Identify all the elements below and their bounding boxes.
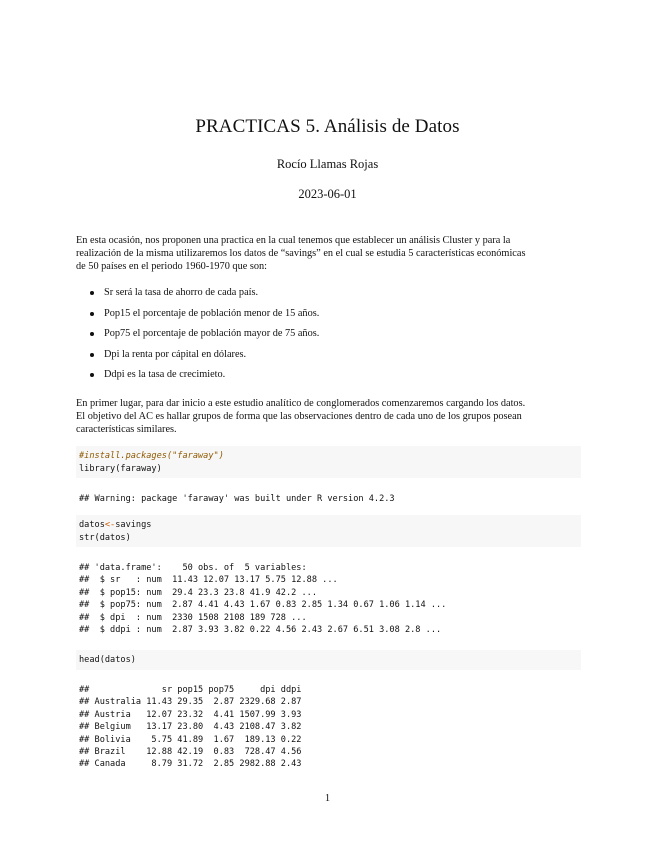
page-number: 1 — [324, 793, 331, 804]
code-block-install — [76, 446, 581, 478]
code-comment: #install.packages("faraway") — [79, 451, 224, 461]
output-line: ## $ sr : num 11.43 12.07 13.17 5.75 12.88 ... — [79, 575, 338, 586]
output-line: ## $ pop15: num 29.4 23.3 23.8 41.9 42.2 ... — [79, 587, 317, 598]
code-block-str — [76, 515, 581, 547]
output-line: ## sr pop15 pop75 dpi ddpi — [79, 685, 302, 695]
intro-paragraph — [76, 234, 580, 274]
code-line: library(faraway) — [79, 463, 162, 474]
bullet-icon — [90, 291, 94, 295]
variables-list — [76, 283, 319, 386]
code-line: str(datos) — [79, 532, 131, 543]
document-title: PRACTICAS 5. Análisis de Datos — [195, 116, 460, 137]
output-line: ## Warning: package 'faraway' was built under R version 4.2.3 — [79, 494, 395, 504]
output-warning — [79, 493, 584, 505]
paragraph-line: El objetivo del AC es hallar grupos de forma que las observaciones dentro de cada uno de los grupos posean — [76, 411, 522, 423]
output-line: ## $ ddpi : num 2.87 3.93 3.82 0.22 4.56 2.43 2.67 6.51 3.08 2.8 ... — [79, 625, 442, 636]
intro-line: realización de la misma utilizaremos los datos de “savings” en el cual se estudia 5 características económicas — [76, 248, 526, 260]
code-line: datos<-savings — [79, 520, 152, 530]
intro-line: de 50 países en el periodo 1960-1970 que son: — [76, 261, 268, 273]
output-line: ## Belgium 13.17 23.80 4.43 2108.47 3.82 — [79, 722, 302, 733]
output-line: ## 'data.frame': 50 obs. of 5 variables: — [79, 563, 307, 573]
list-item: Ddpi es la tasa de crecimieto. — [76, 365, 319, 386]
output-head — [79, 684, 584, 771]
code-line: head(datos) — [79, 655, 136, 665]
list-item: Sr será la tasa de ahorro de cada país. — [76, 283, 319, 304]
list-item: Dpi la renta por cápital en dólares. — [76, 345, 319, 366]
list-item: Pop75 el porcentaje de población mayor de 75 años. — [76, 324, 319, 345]
output-line: ## Bolivia 5.75 41.89 1.67 189.13 0.22 — [79, 734, 302, 745]
document-date: 2023-06-01 — [298, 187, 357, 201]
paragraph-line: características similares. — [76, 424, 177, 436]
output-line: ## Austria 12.07 23.32 4.41 1507.99 3.93 — [79, 709, 302, 720]
second-paragraph — [76, 397, 580, 437]
output-str — [79, 562, 584, 636]
output-line: ## Canada 8.79 31.72 2.85 2982.88 2.43 — [79, 759, 302, 770]
list-item: Pop15 el porcentaje de población menor de 15 años. — [76, 304, 319, 325]
output-line: ## Brazil 12.88 42.19 0.83 728.47 4.56 — [79, 747, 302, 758]
bullet-icon — [90, 312, 94, 316]
bullet-icon — [90, 353, 94, 357]
bullet-icon — [90, 373, 94, 377]
paragraph-line: En primer lugar, para dar inicio a este estudio analítico de conglomerados comenzaremos cargando los datos. — [76, 398, 526, 409]
output-line: ## Australia 11.43 29.35 2.87 2329.68 2.87 — [79, 697, 302, 708]
code-block-head — [76, 650, 581, 670]
bullet-icon — [90, 332, 94, 336]
output-line: ## $ dpi : num 2330 1508 2108 189 728 ... — [79, 612, 307, 623]
output-line: ## $ pop75: num 2.87 4.41 4.43 1.67 0.83 2.85 1.34 0.67 1.06 1.14 ... — [79, 600, 447, 611]
document-author: Rocío Llamas Rojas — [276, 157, 379, 171]
intro-line: En esta ocasión, nos proponen una practica en la cual tenemos que establecer un análisis Cluster y para la — [76, 235, 511, 246]
